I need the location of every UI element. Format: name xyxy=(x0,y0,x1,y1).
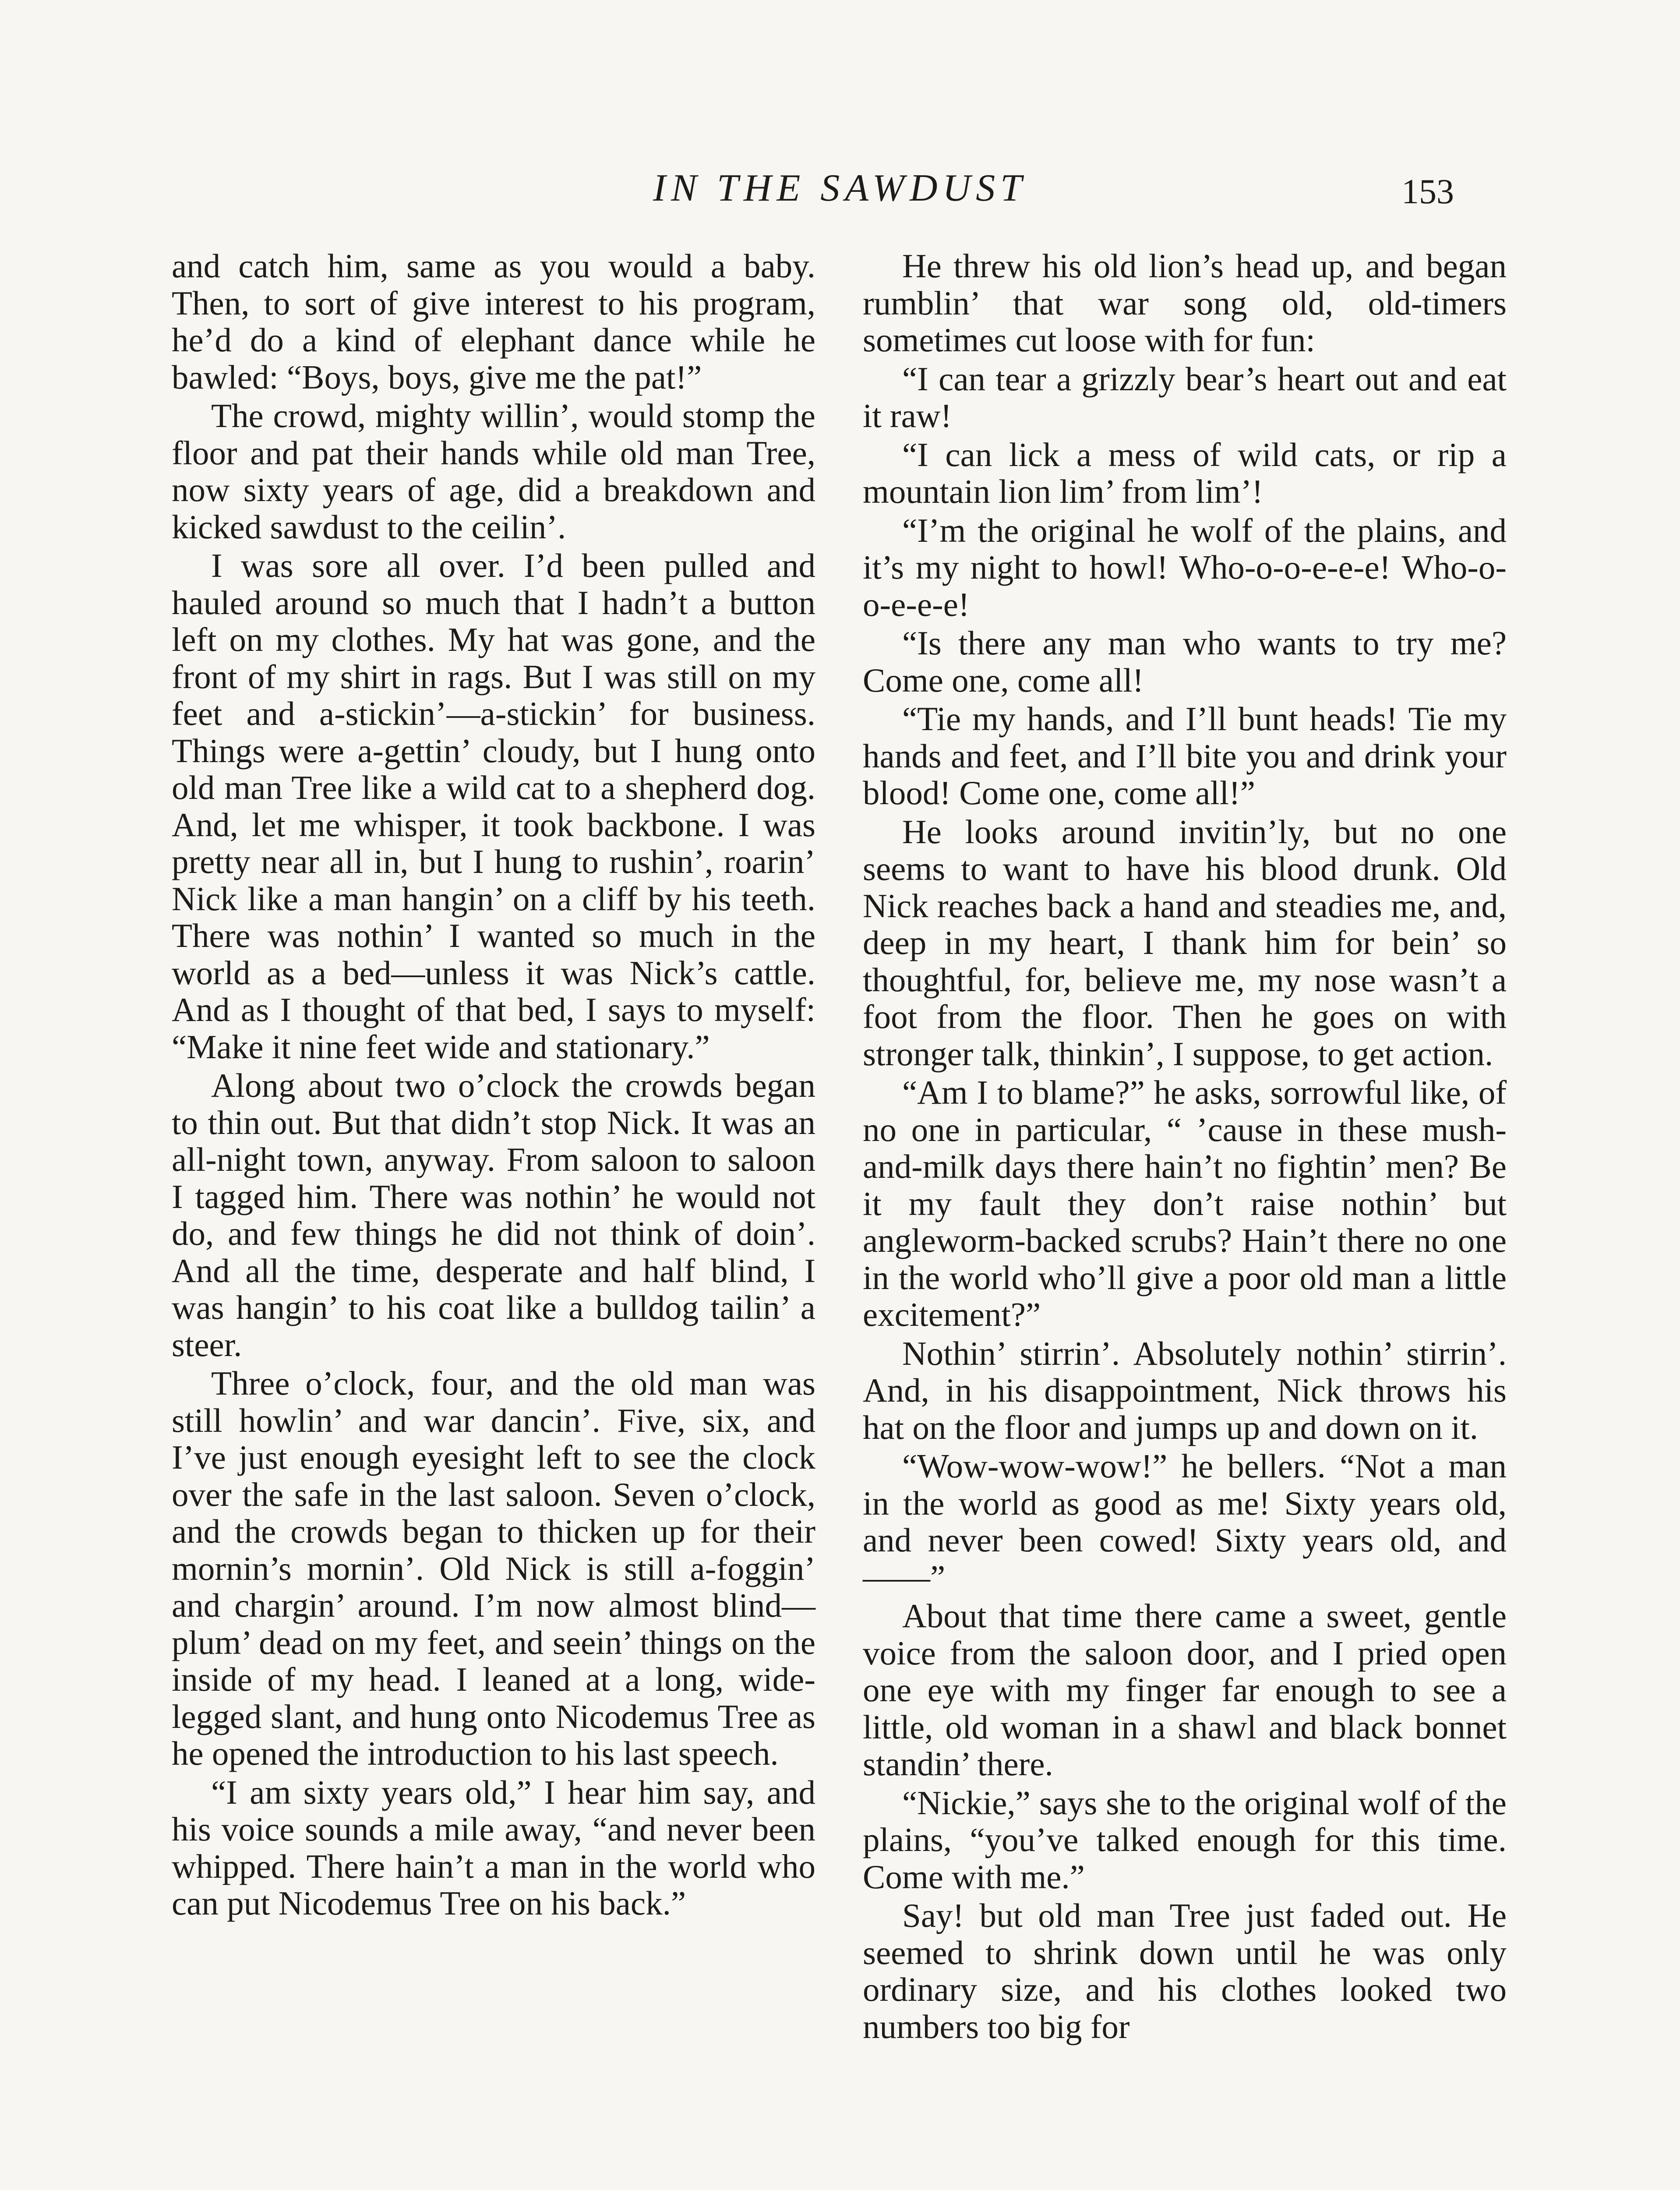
paragraph: Three o’clock, four, and the old man was still howlin’ and war dancin’. Five, six, and I’ve just enough eyesight left to see the clock over the safe in the last saloon. Seven o’clock, and the crowds began to thicken up for their mornin’s mornin’. Old Nick is still a-foggin’ and chargin’ around. I’m now almost blind—plum’ dead on my feet, and seein’ things on the inside of my head. I leaned at a long, wide-legged slant, and hung onto Nicodemus Tree as he opened the introduction to his last speech. xyxy=(172,1364,815,1772)
paragraph: He looks around invitin’ly, but no one seems to want to have his blood drunk. Old Nick reaches back a hand and steadies me, and, deep in my heart, I thank him for bein’ so thoughtful, for, believe me, my nose wasn’t a foot from the floor. Then he goes on with stronger talk, thinkin’, I suppose, to get action. xyxy=(863,812,1507,1073)
paragraph: “I’m the original he wolf of the plains, and it’s my night to howl! Who-o-o-e-e-e! Who-o-o-e-e-e! xyxy=(863,511,1507,623)
left-text-column xyxy=(172,247,815,1924)
paragraph: Along about two o’clock the crowds began to thin out. But that didn’t stop Nick. It was an all-night town, anyway. From saloon to saloon I tagged him. There was nothin’ he would not do, and few things he did not think of doin’. And all the time, desperate and half blind, I was hangin’ to his coat like a bulldog tailin’ a steer. xyxy=(172,1067,815,1363)
paragraph: The crowd, mighty willin’, would stomp the floor and pat their hands while old man Tree, now sixty years of age, did a breakdown and kicked sawdust to the ceilin’. xyxy=(172,397,815,546)
page-number: 153 xyxy=(1401,173,1454,211)
paragraph: “Am I to blame?” he asks, sorrowful like, of no one in particular, “ ’cause in these mush-and-milk days there hain’t no fightin’ men? Be it my fault they don’t raise nothin’ but angleworm-backed scrubs? Hain’t there no one in the world who’ll give a poor old man a little excitement?” xyxy=(863,1074,1507,1333)
paragraph: “Tie my hands, and I’ll bunt heads! Tie my hands and feet, and I’ll bite you and drink your blood! Come one, come all!” xyxy=(863,700,1507,812)
paragraph: “Nickie,” says she to the original wolf of the plains, “you’ve talked enough for this time. Come with me.” xyxy=(863,1784,1507,1896)
paragraph: Say! but old man Tree just faded out. He seemed to shrink down until he was only ordinary size, and his clothes looked two numbers too big for xyxy=(863,1897,1507,2045)
paragraph: “I am sixty years old,” I hear him say, and his voice sounds a mile away, “and never been whipped. There hain’t a man in the world who can put Nicodemus Tree on his back.” xyxy=(172,1773,815,1922)
paragraph: He threw his old lion’s head up, and began rumblin’ that war song old, old-timers sometimes cut loose with for fun: xyxy=(863,247,1507,359)
paragraph: “I can lick a mess of wild cats, or rip a mountain lion lim’ from lim’! xyxy=(863,435,1507,510)
running-header-title: IN THE SAWDUST xyxy=(653,167,1027,209)
paragraph: “Wow-wow-wow!” he bellers. “Not a man in the world as good as me! Sixty years old, and never been cowed! Sixty years old, and——” xyxy=(863,1447,1507,1596)
paragraph: “I can tear a grizzly bear’s heart out and eat it raw! xyxy=(863,360,1507,434)
paragraph: “Is there any man who wants to try me? Come one, come all! xyxy=(863,624,1507,699)
paragraph: I was sore all over. I’d been pulled and hauled around so much that I hadn’t a button left on my clothes. My hat was gone, and the front of my shirt in rags. But I was still on my feet and a-stickin’—a-stickin’ for business. Things were a-gettin’ cloudy, but I hung onto old man Tree like a wild cat to a shepherd dog. And, let me whisper, it took backbone. I was pretty near all in, but I hung to rushin’, roarin’ Nick like a man hangin’ on a cliff by his teeth. There was nothin’ I wanted so much in the world as a bed—unless it was Nick’s cattle. And as I thought of that bed, I says to myself: “Make it nine feet wide and stationary.” xyxy=(172,547,815,1066)
paragraph: About that time there came a sweet, gentle voice from the saloon door, and I pried open one eye with my finger far enough to see a little, old woman in a shawl and black bonnet standin’ there. xyxy=(863,1597,1507,1783)
paragraph: and catch him, same as you would a baby. Then, to sort of give interest to his program, he’d do a kind of elephant dance while he bawled: “Boys, boys, give me the pat!” xyxy=(172,247,815,396)
paragraph: Nothin’ stirrin’. Absolutely nothin’ stirrin’. And, in his disappointment, Nick throws his hat on the floor and jumps up and down on it. xyxy=(863,1334,1507,1446)
right-text-column xyxy=(863,247,1507,2047)
